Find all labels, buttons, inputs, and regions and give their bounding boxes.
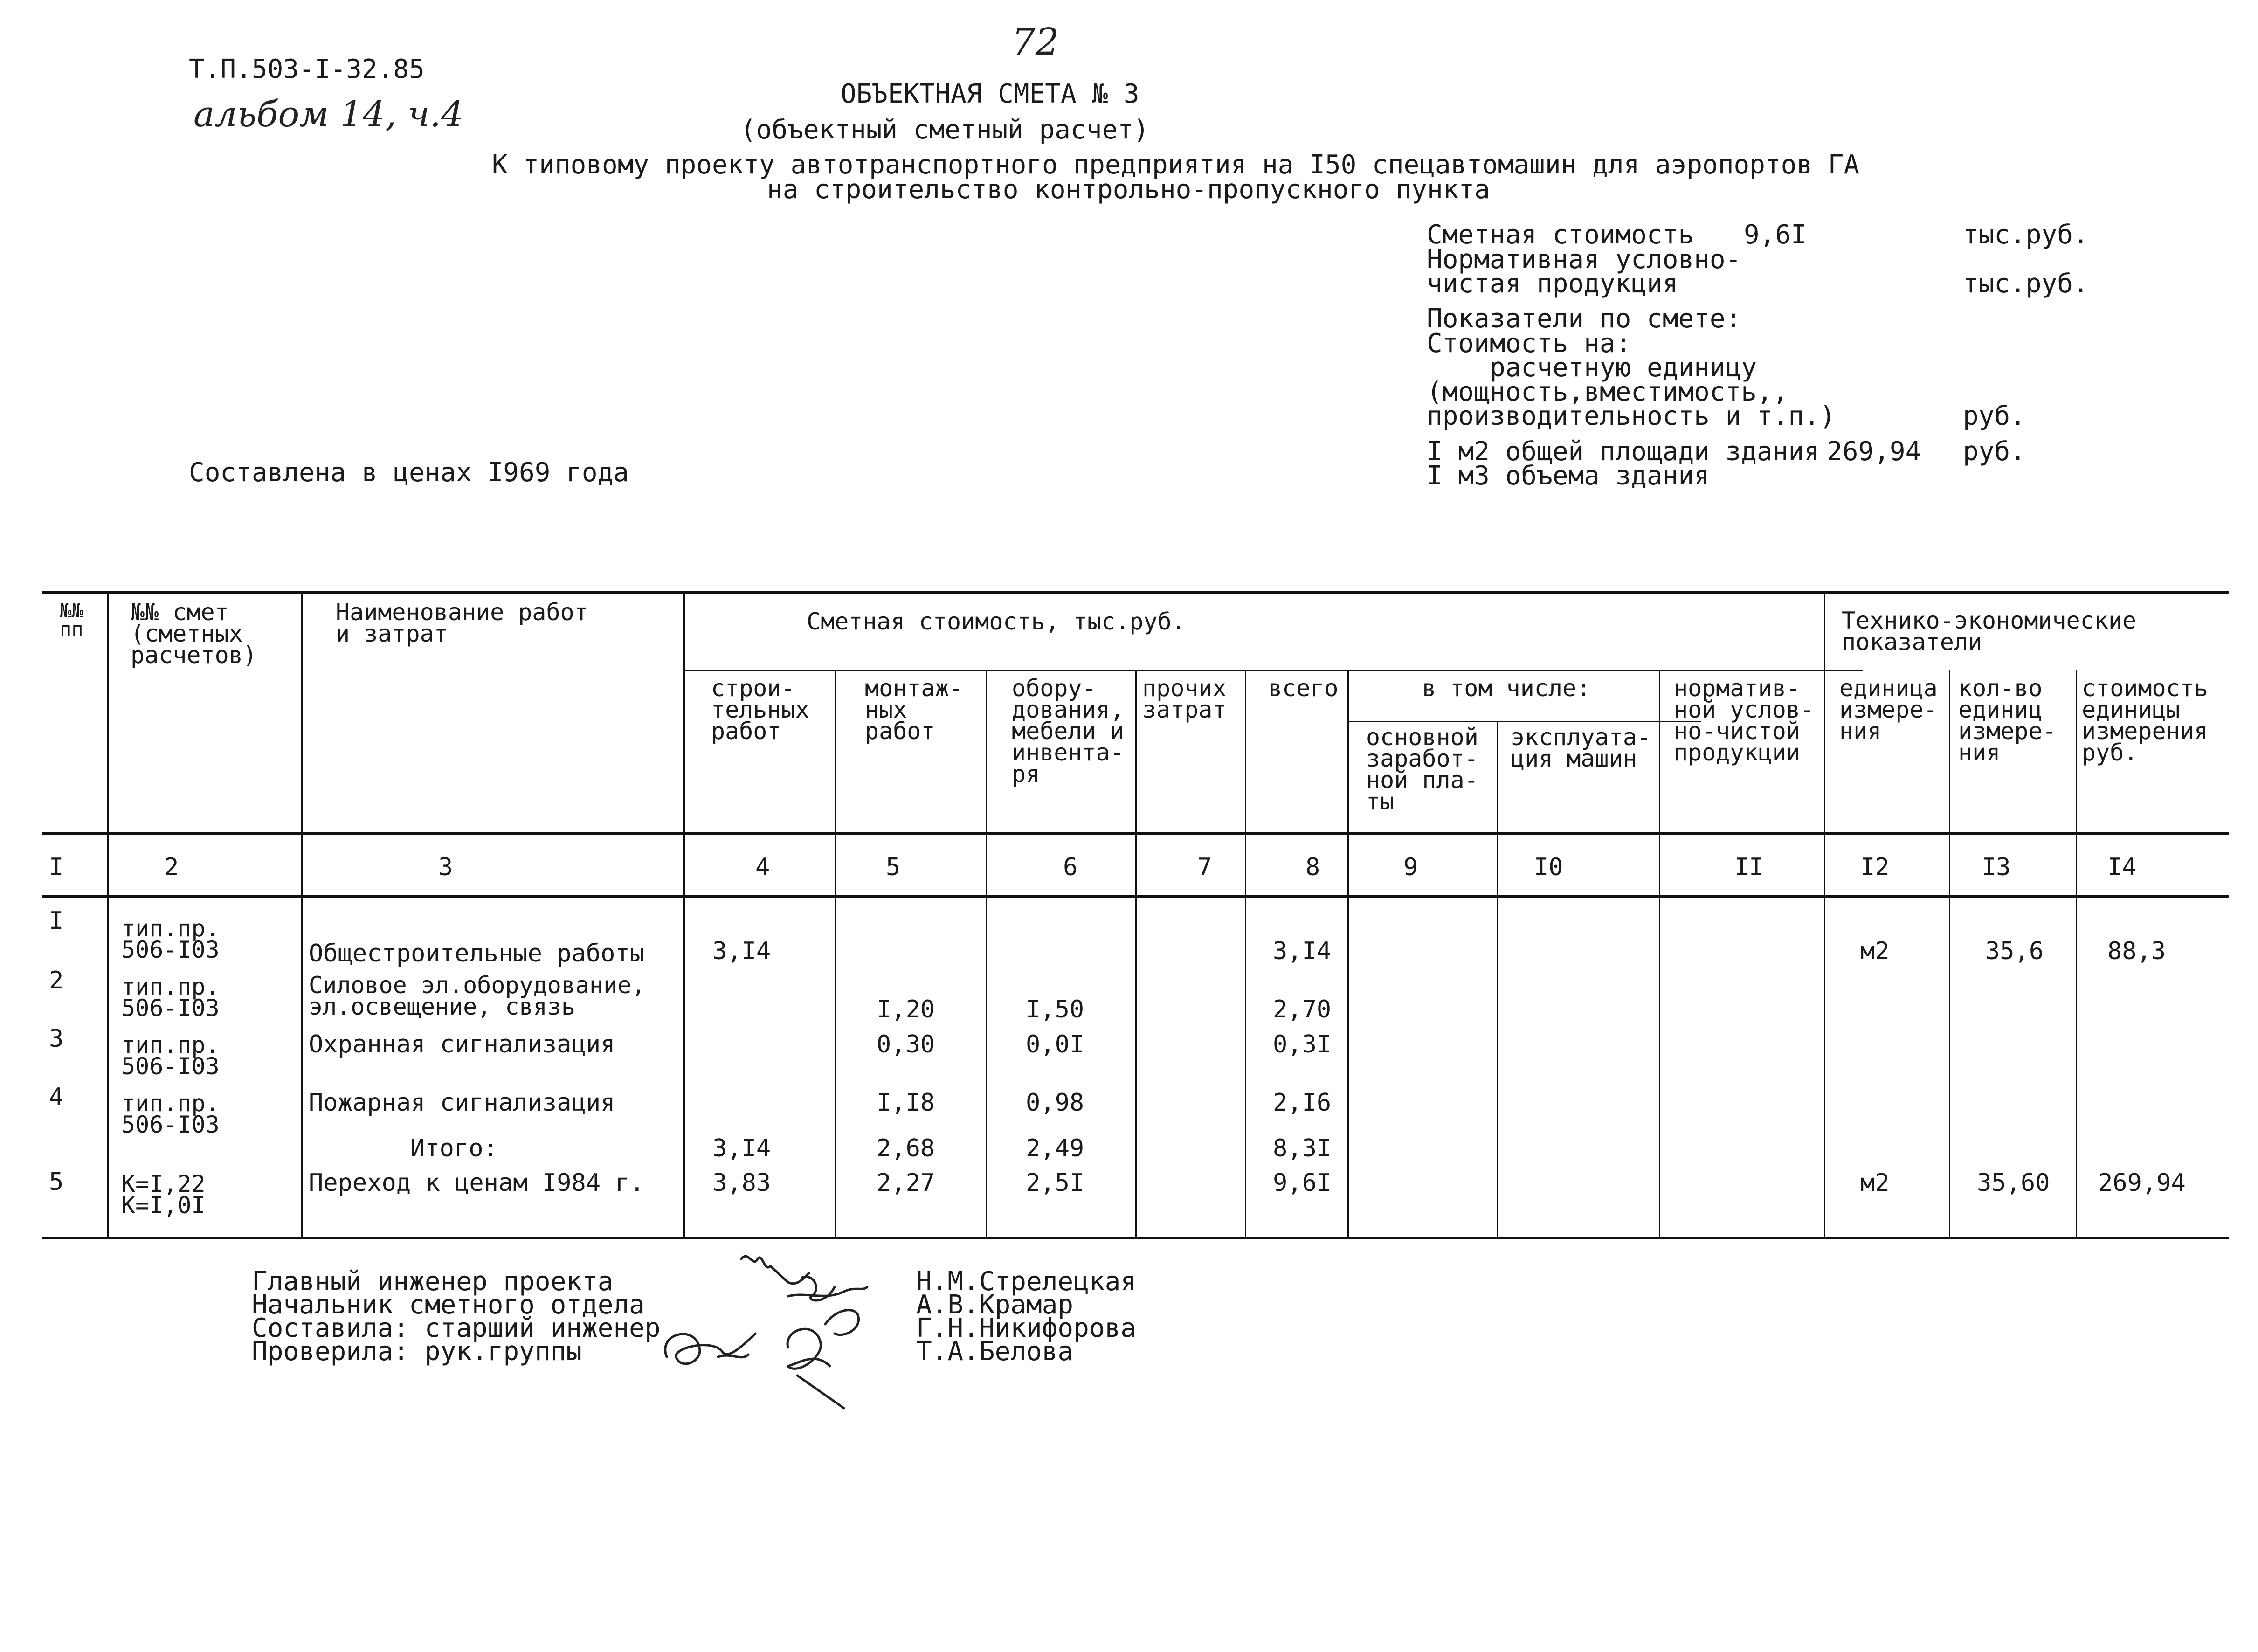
row-total: 9,6I	[1273, 1169, 1332, 1197]
signer-name: А.В.Крамар	[916, 1290, 1074, 1320]
handwritten-signatures	[648, 1240, 918, 1417]
row-number: 2	[49, 967, 64, 995]
row-construction: 3,I4	[712, 937, 771, 965]
col-number: I4	[2107, 853, 2137, 881]
row-name: Общестроительные работы	[309, 940, 645, 968]
row-construction: 3,I4	[712, 1134, 771, 1162]
m2-label: I м2 общей площади здания	[1427, 436, 1820, 467]
header-quantity: кол-во единиц измере- ния	[1958, 675, 2057, 766]
row-name: Охранная сигнализация	[309, 1030, 615, 1058]
row-equipment: 2,49	[1026, 1134, 1084, 1162]
header-construction: строи- тельных работ	[711, 675, 809, 745]
page-number: 72	[1012, 20, 1059, 63]
header-installation: монтаж- ных работ	[865, 675, 963, 745]
prices-note: Составлена в ценах I969 года	[189, 457, 629, 488]
col-number: 4	[755, 853, 770, 881]
signature-role: Проверила: рук.группы	[252, 1336, 582, 1367]
m3-label: I м3 объема здания	[1427, 461, 1710, 491]
unit-label-1: расчетную единицу	[1490, 353, 1757, 383]
row-number: I	[49, 907, 64, 935]
row-equipment: I,50	[1026, 995, 1084, 1023]
signature-role: Главный инженер проекта	[252, 1266, 614, 1297]
cost-on-label: Стоимость на:	[1427, 328, 1631, 359]
header-estimate-number: №№ смет (сметных расчетов)	[131, 599, 257, 669]
row-total: 3,I4	[1273, 937, 1332, 965]
row-total: 0,3I	[1273, 1030, 1332, 1058]
album-note: альбом 14, ч.4	[193, 93, 464, 135]
signer-name: Т.А.Белова	[916, 1336, 1074, 1367]
header-equipment: обору- дования, мебели и инвента- ря	[1012, 675, 1124, 788]
cost-unit: тыс.руб.	[1963, 220, 2089, 250]
signature-role: Начальник сметного отдела	[252, 1290, 645, 1320]
header-work-name: Наименование работ и затрат	[336, 599, 588, 647]
header-normative: норматив- ной услов- но-чистой продукции	[1674, 675, 1815, 766]
row-installation: 0,30	[877, 1030, 935, 1058]
unit-label-2: (мощность,вместимость,,	[1427, 377, 1788, 407]
row-unit: м2	[1860, 937, 1890, 965]
row-code: тип.пр. 506-I03	[121, 1031, 220, 1080]
header-unit: единица измере- ния	[1839, 675, 1938, 745]
col-number: I2	[1860, 853, 1890, 881]
row-total: 2,70	[1273, 995, 1332, 1023]
project-line-2: на строительство контрольно-пропускного пункта	[767, 174, 1490, 205]
row-code: тип.пр. 506-I03	[121, 1090, 220, 1138]
document-code: Т.П.503-I-32.85	[189, 54, 425, 84]
cost-label: Сметная стоимость	[1427, 220, 1694, 250]
col-number: I3	[1982, 853, 2011, 881]
cost-value: 9,6I	[1744, 220, 1807, 250]
row-name: Пожарная сигнализация	[309, 1089, 615, 1117]
header-wages: основной заработ- ной пла- ты	[1366, 724, 1478, 815]
row-equipment: 2,5I	[1026, 1169, 1084, 1197]
row-total: 8,3I	[1273, 1134, 1332, 1162]
header-total: всего	[1268, 675, 1339, 702]
row-number: 3	[49, 1025, 64, 1053]
row-construction: 3,83	[712, 1169, 771, 1197]
row-installation: I,20	[877, 995, 935, 1023]
header-including: в том числе:	[1422, 675, 1591, 702]
row-quantity: 35,60	[1977, 1169, 2050, 1197]
row-quantity: 35,6	[1985, 937, 2044, 965]
row-equipment: 0,98	[1026, 1089, 1084, 1117]
row-unit: м2	[1860, 1169, 1890, 1197]
col-number: I0	[1534, 853, 1563, 881]
normative-unit: тыс.руб.	[1963, 269, 2089, 299]
col-number: II	[1734, 853, 1764, 881]
row-name: Переход к ценам I984 г.	[309, 1169, 645, 1197]
row-name: Силовое эл.оборудование, эл.освещение, связь	[309, 972, 646, 1020]
document-subtitle: (объектный сметный расчет)	[740, 115, 1149, 145]
m2-unit: руб.	[1963, 436, 2026, 467]
signer-name: Н.М.Стрелецкая	[916, 1266, 1137, 1297]
col-number: 8	[1305, 853, 1320, 881]
estimate-table	[42, 591, 2229, 1238]
normative-label-2: чистая продукция	[1427, 269, 1678, 299]
header-tech-group: Технико-экономические показатели	[1842, 607, 2137, 656]
unit-label-3: производительность и т.п.)	[1427, 401, 1836, 431]
row-equipment: 0,0I	[1026, 1030, 1084, 1058]
row-code: К=I,22 К=I,0I	[121, 1170, 206, 1219]
row-name: Итого:	[410, 1134, 498, 1162]
row-installation: I,I8	[877, 1089, 935, 1117]
signature-role: Составила: старший инженер	[252, 1313, 661, 1343]
header-row-number: №№ пп	[60, 599, 83, 641]
col-number: 3	[438, 853, 453, 881]
document-title: ОБЪЕКТНАЯ СМЕТА № 3	[841, 79, 1139, 109]
col-number: 9	[1403, 853, 1418, 881]
project-line-1: К типовому проекту автотранспортного предприятия на I50 спецавтомашин для аэропортов ГА	[492, 150, 1860, 180]
header-cost-group: Сметная стоимость, тыс.руб.	[807, 608, 1186, 635]
signer-name: Г.Н.Никифорова	[916, 1313, 1137, 1343]
row-number: 4	[49, 1083, 64, 1111]
col-number: 2	[164, 853, 179, 881]
col-number: 6	[1063, 853, 1078, 881]
header-machines: эксплуата- ция машин	[1511, 724, 1651, 772]
col-number: I	[49, 853, 64, 881]
unit-unit: руб.	[1963, 401, 2026, 431]
normative-label-1: Нормативная условно-	[1427, 244, 1741, 275]
row-installation: 2,27	[877, 1169, 935, 1197]
header-other: прочих затрат	[1142, 675, 1227, 723]
row-code: тип.пр. 506-I03	[121, 915, 220, 963]
col-number: 7	[1197, 853, 1212, 881]
row-number: 5	[49, 1168, 64, 1196]
m2-value: 269,94	[1827, 436, 1921, 467]
row-unit-cost: 269,94	[2098, 1169, 2186, 1197]
row-code: тип.пр. 506-I03	[121, 973, 220, 1022]
indicators-label: Показатели по смете:	[1427, 304, 1741, 334]
row-installation: 2,68	[877, 1134, 935, 1162]
header-unit-cost: стоимость единицы измерения руб.	[2082, 675, 2208, 766]
row-unit-cost: 88,3	[2107, 937, 2166, 965]
row-total: 2,I6	[1273, 1089, 1332, 1117]
col-number: 5	[886, 853, 901, 881]
